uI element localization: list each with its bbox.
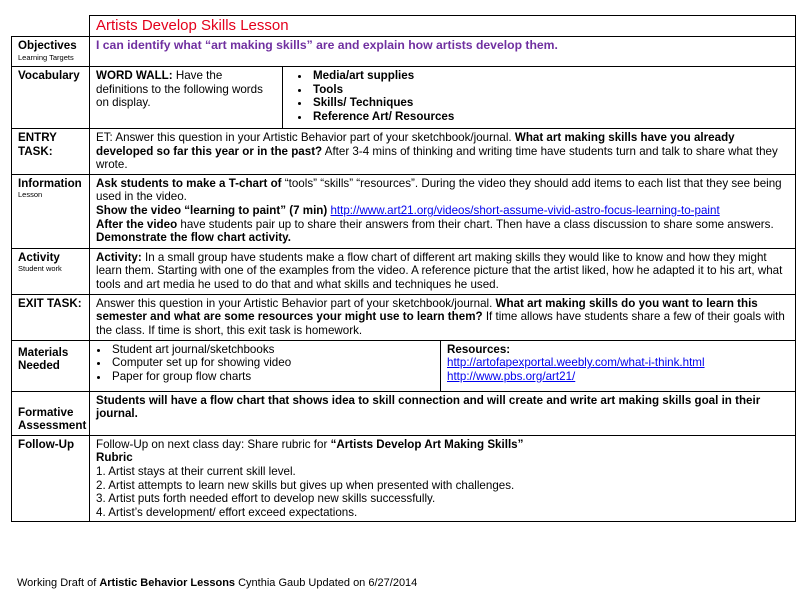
vocabulary-word: • Skills/ Techniques [311,96,789,110]
materials-item: • Computer set up for showing video [110,356,434,370]
entry-task-text [90,129,796,175]
rubric-title: “Artists Develop Art Making Skills” [330,437,524,451]
objectives-row [12,37,796,67]
formative-text: Students will have a flow chart that shows idea to skill connection and will create and write art making skills goal in their journal. [90,391,796,435]
tchart-detail: “tools” “skills” “resources”. During the video they should add items to each list that they see being used in the video. [96,176,782,204]
resources-cell [441,340,796,391]
follow-up-row [12,435,796,522]
footer-author-date: Cynthia Gaub Updated on 6/27/2014 [235,577,418,589]
rubric-label: Rubric [96,451,133,465]
word-wall-text: Have the definitions to the following words on display. [96,69,263,110]
exit-task-question: What art making skills do you want to learn this semester and what are some resources your might use to learn them? [96,296,758,324]
exit-task-instructions: If time allows have students share a few of their goals with the class. If time is short, this exit task is homework. [96,310,785,337]
rubric-item: 4. Artist’s development/ effort exceed expectations. [96,505,358,519]
activity-description: In a small group have students make a flow chart of different art making skills they would like to know and how they might learn them. Starting with one of the examples from the video. A reference picture that the artist liked, how he adapted it to his art, what tools and art media he used to do that and what skills and techniques he used. [96,250,783,291]
learning-target-text: I can identify what “art making skills” are and explain how artists develop them. [90,37,796,67]
exit-task-row [12,294,796,340]
exit-task-text [90,294,796,340]
materials-item: • Paper for group flow charts [110,370,434,384]
resources-label: Resources: [447,342,511,356]
exit-task-intro: Answer this question in your Artistic Behavior part of your sketchbook/journal. [96,296,496,310]
footer-prefix: Working Draft of [17,577,100,589]
follow-up-intro: Follow-Up on next class day: Share rubric for [96,437,331,451]
activity-text [90,248,796,294]
objectives-label: Objectives [18,39,77,52]
resource-link[interactable]: http://artofapexportal.weebly.com/what-i-think.html [447,356,705,370]
activity-label: Activity [18,250,60,264]
rubric-item: 3. Artist puts forth needed effort to develop new skills successfully. [96,492,436,506]
footer-series-title: Artistic Behavior Lessons [99,577,236,589]
vocabulary-word: • Media/art supplies [311,69,789,83]
follow-up-label: Follow-Up [12,435,90,522]
lesson-title: Artists Develop Skills Lesson [90,16,796,37]
materials-list-cell [90,340,441,391]
entry-task-question: What art making skills have you already developed so far this year or in the past? [96,131,735,158]
activity-row [12,248,796,294]
word-wall-cell [90,67,283,129]
activity-label-cell [12,248,90,294]
page-footer [17,577,417,590]
entry-task-row [12,129,796,175]
word-wall-label: WORD WALL: [96,69,173,82]
vocabulary-word: • Reference Art/ Resources [311,110,789,124]
information-label: Information [18,176,82,190]
after-video-label: After the video [96,217,178,231]
information-label-cell [12,174,90,248]
entry-task-intro: ET: Answer this question in your Artistic Behavior part of your sketchbook/journal. [96,131,515,144]
rubric-item: 2. Artist attempts to learn new skills but gives up when presented with challenges. [96,478,515,492]
information-sublabel: Lesson [18,190,43,200]
after-video-text: have students pair up to share their answers from their chart. Then have a class discussion to share some answers. [177,217,774,231]
materials-row [12,340,796,391]
vocabulary-words-cell [283,67,796,129]
follow-up-cell [90,435,796,522]
formative-row [12,391,796,435]
entry-task-label: ENTRY TASK: [12,129,90,175]
title-label-cell [12,16,90,37]
title-row [12,16,796,37]
vocabulary-word: • Tools [311,83,789,97]
lesson-plan-table [11,15,796,522]
tchart-instruction: Ask students to make a T-chart of [96,176,285,190]
information-row [12,174,796,248]
materials-list [96,343,434,384]
vocabulary-label: Vocabulary [12,67,90,129]
video-link[interactable]: http://www.art21.org/videos/short-assume-vivid-astro-focus-learning-to-paint [330,203,720,217]
objectives-label-cell [12,37,90,67]
information-text [90,174,796,248]
vocabulary-list [289,69,789,123]
demo-instruction: Demonstrate the flow chart activity. [96,231,291,245]
materials-label: Materials Needed [12,340,90,391]
formative-label: Formative Assessment [12,391,90,435]
resource-link[interactable]: http://www.pbs.org/art21/ [447,369,576,383]
materials-item: • Student art journal/sketchbooks [110,343,434,357]
exit-task-label: EXIT TASK: [12,294,90,340]
video-instruction: Show the video “learning to paint” (7 min) [96,203,331,217]
entry-task-instructions: After 3-4 mins of thinking and writing time have students turn and talk to share what they wrote. [96,144,778,172]
activity-lead: Activity: [96,250,142,264]
vocabulary-row [12,67,796,129]
activity-sublabel: Student work [18,264,62,274]
rubric-item: 1. Artist stays at their current skill level. [96,464,296,478]
objectives-sublabel: Learning Targets [18,52,74,62]
